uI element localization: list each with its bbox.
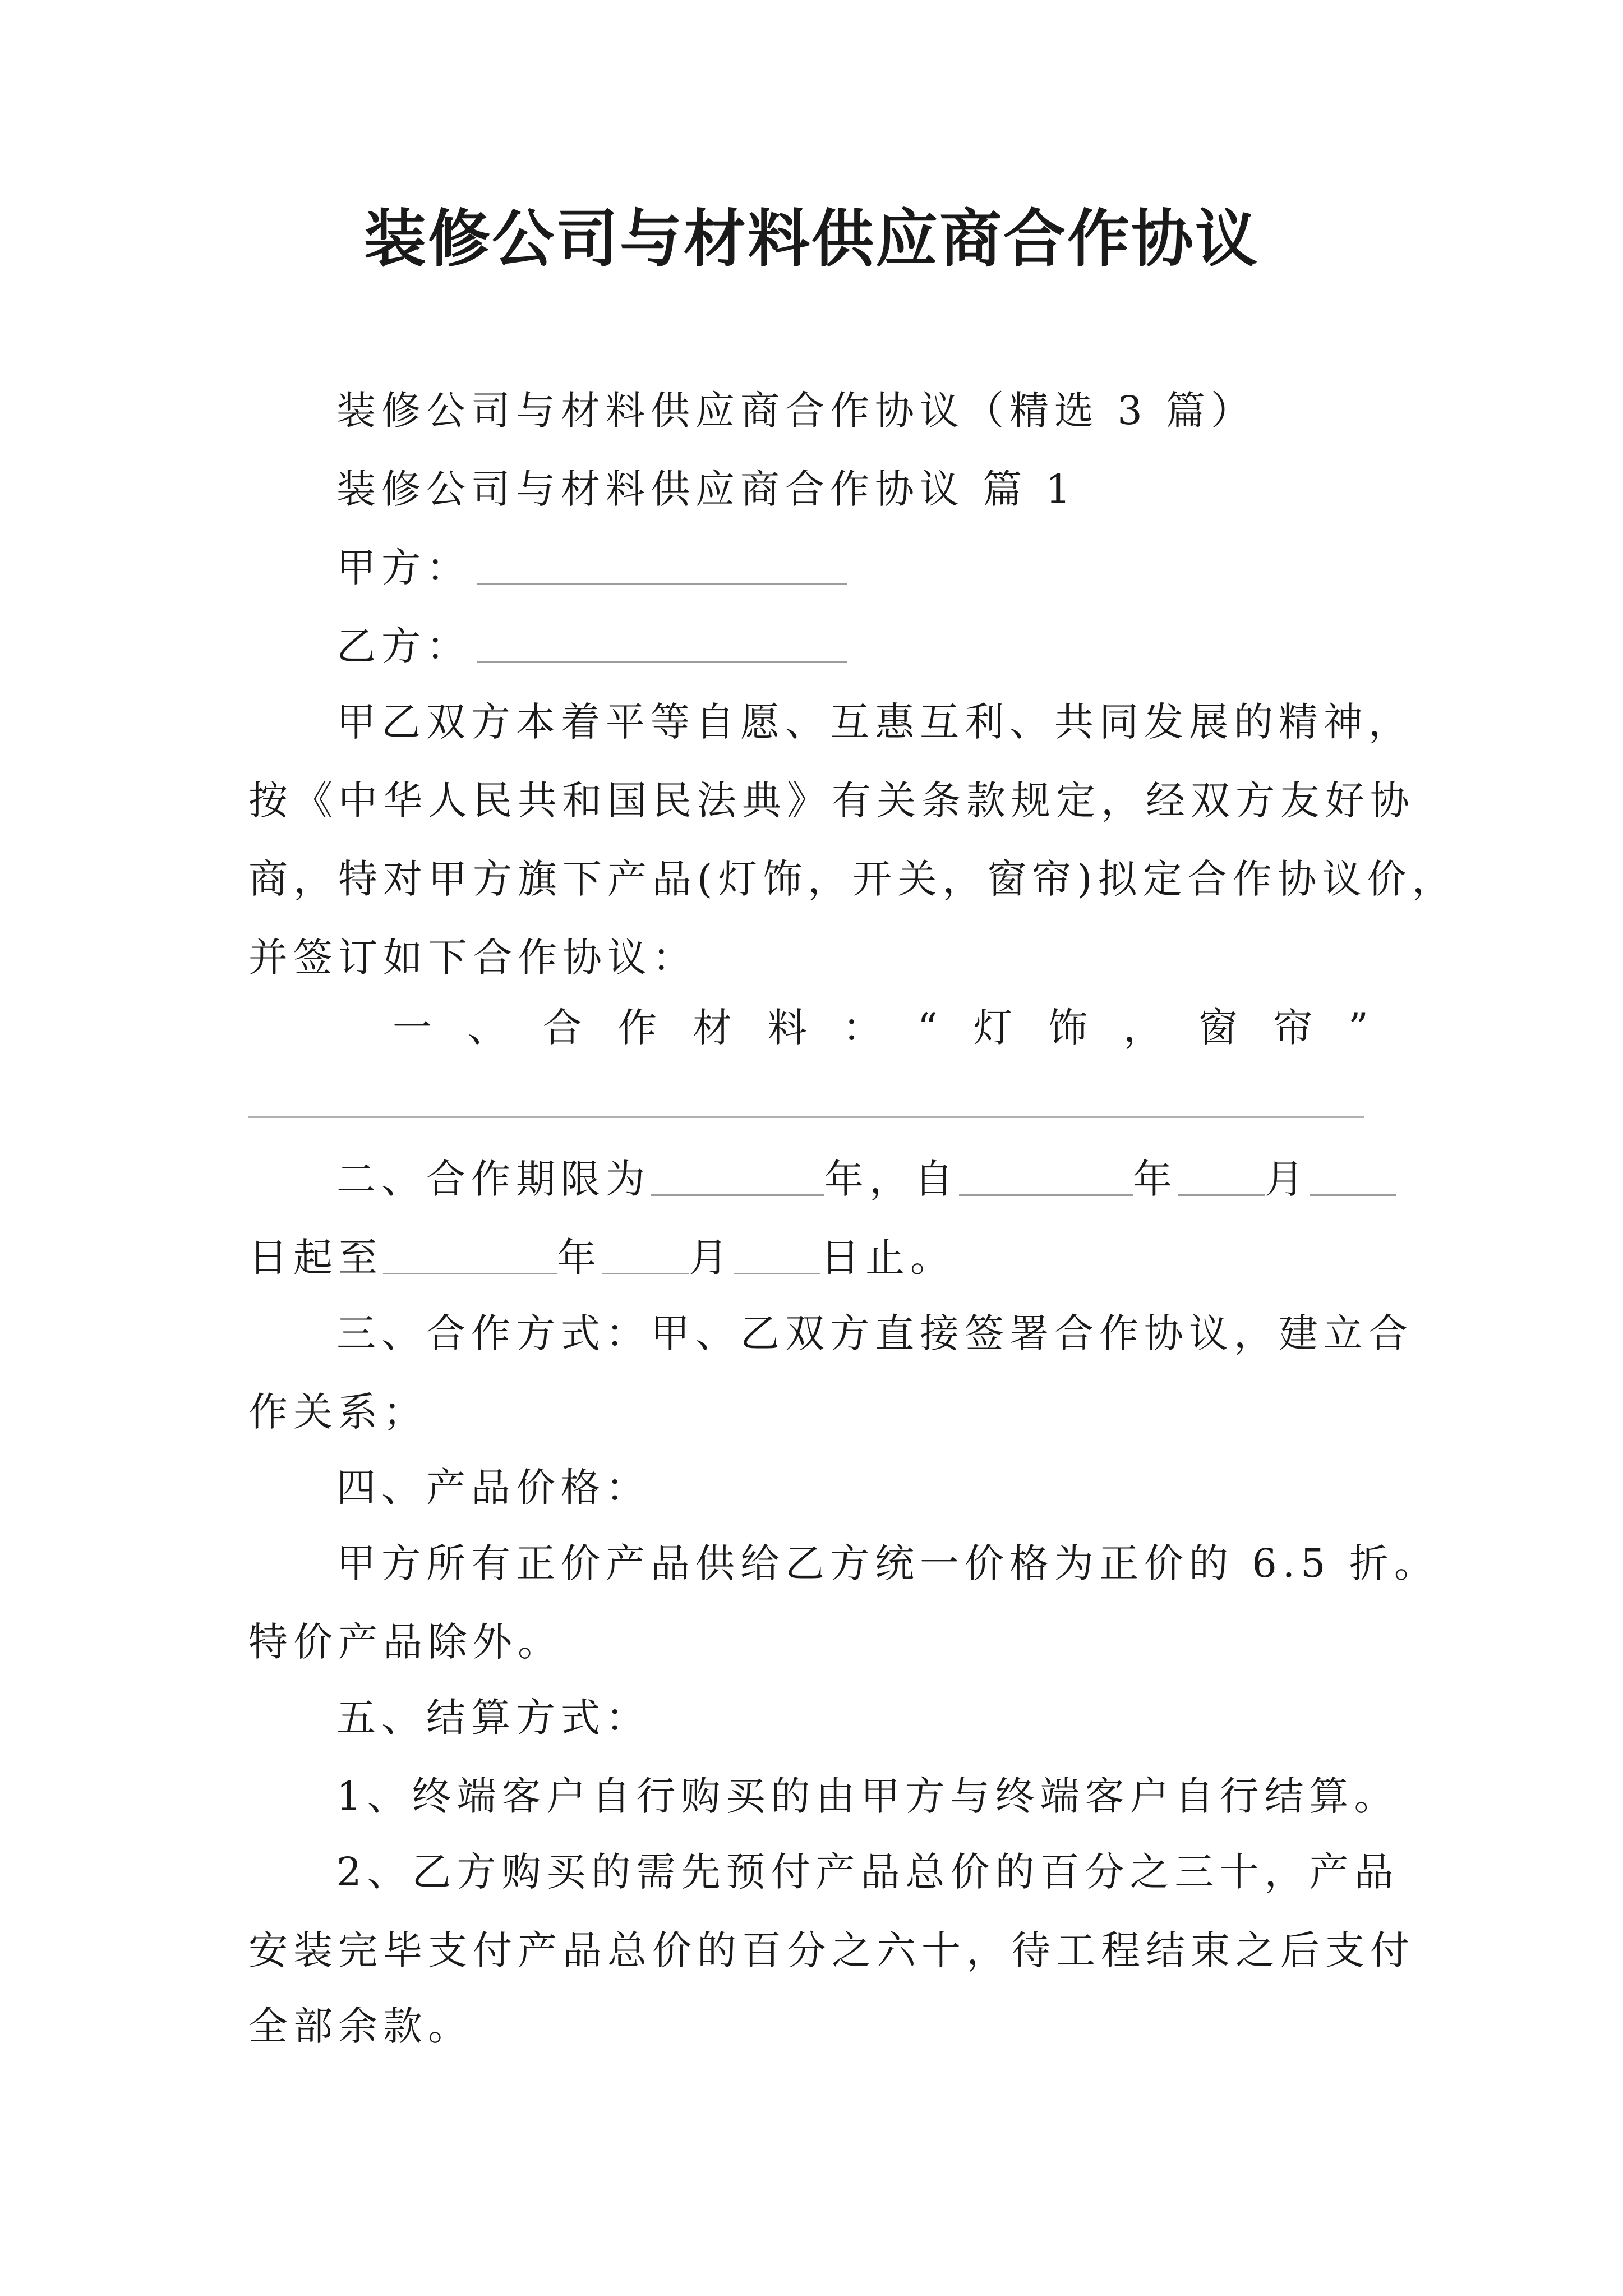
clause-1-blank-line	[248, 1116, 1364, 1118]
clause-2-year2-label: 年	[1133, 1156, 1178, 1202]
clause-4-body-line: 甲方所有正价产品供给乙方统一价格为正价的 6.5 折。	[336, 1540, 1439, 1586]
clause-1-char: 料	[767, 1005, 807, 1051]
party-b-line	[336, 623, 847, 670]
clause-5-item-1: 1、终端客户自行购买的由甲方与终端客户自行结算。	[336, 1773, 1399, 1819]
clause-1-char: 材	[692, 1005, 732, 1051]
clause-1-char: 作	[617, 1005, 657, 1051]
clause-1-char: 帘	[1273, 1005, 1313, 1051]
clause-2-year3-label: 年	[557, 1235, 602, 1281]
clause-1-char: ：	[842, 1005, 882, 1051]
clause-5-item-2-line: 安装完毕支付产品总价的百分之六十，待工程结束之后支付	[248, 1927, 1415, 1973]
clause-5-heading: 五、结算方式：	[336, 1695, 651, 1741]
clause-1-char: 灯	[973, 1005, 1013, 1051]
start-month-blank	[1178, 1162, 1265, 1196]
start-year-blank	[959, 1162, 1133, 1196]
clause-1-char: 、	[467, 1005, 507, 1051]
clause-5-item-2-line: 2、乙方购买的需先预付产品总价的百分之三十，产品	[336, 1849, 1399, 1895]
start-day-blank	[1310, 1162, 1396, 1196]
clause-1-char: 饰	[1048, 1005, 1088, 1051]
party-a-line	[336, 544, 847, 591]
clause-2-prefix: 二、合作期限为	[336, 1156, 651, 1202]
clause-2-month2-label: 月	[689, 1235, 734, 1281]
section-heading: 装修公司与材料供应商合作协议 篇 1	[336, 466, 1077, 512]
clause-4-body-line: 特价产品除外。	[248, 1619, 562, 1665]
document-subtitle: 装修公司与材料供应商合作协议（精选 3 篇）	[336, 388, 1256, 434]
clause-1-char: 合	[542, 1005, 582, 1051]
clause-1-char: ”	[1348, 1005, 1368, 1051]
intro-line: 并签订如下合作协议：	[248, 935, 697, 981]
clause-2-line-1	[336, 1156, 1396, 1203]
document-title: 装修公司与材料供应商合作协议	[363, 203, 1259, 275]
end-day-blank	[734, 1240, 820, 1274]
party-a-blank	[477, 550, 847, 585]
clause-2-day-end: 日止。	[820, 1235, 955, 1281]
term-years-blank	[651, 1162, 824, 1196]
clause-1	[393, 1004, 1368, 1051]
clause-3-line: 作关系；	[248, 1389, 428, 1435]
intro-line: 甲乙双方本着平等自愿、互惠互利、共同发展的精神，	[336, 699, 1413, 745]
clause-1-char: “	[917, 1005, 938, 1051]
clause-5-item-2-line: 全部余款。	[248, 2003, 473, 2049]
clause-3-line: 三、合作方式：甲、乙双方直接签署合作协议，建立合	[336, 1310, 1413, 1356]
party-b-blank	[477, 629, 847, 663]
end-year-blank	[383, 1240, 557, 1274]
party-b-label: 乙方：	[336, 623, 471, 669]
clause-2-day-from: 日起至	[248, 1235, 383, 1281]
clause-1-char: 一	[393, 1005, 432, 1051]
clause-2-year-label: 年，自	[824, 1156, 959, 1202]
clause-1-char: ，	[1123, 1005, 1163, 1051]
intro-line: 商，特对甲方旗下产品(灯饰，开关，窗帘)拟定合作协议价，	[248, 856, 1457, 902]
clause-2-month-label: 月	[1265, 1156, 1310, 1202]
end-month-blank	[602, 1240, 689, 1274]
clause-2-line-2	[248, 1234, 955, 1281]
party-a-label: 甲方：	[336, 545, 471, 591]
clause-1-char: 窗	[1198, 1005, 1238, 1051]
intro-line: 按《中华人民共和国民法典》有关条款规定，经双方友好协	[248, 777, 1415, 823]
clause-4-heading: 四、产品价格：	[336, 1465, 651, 1511]
